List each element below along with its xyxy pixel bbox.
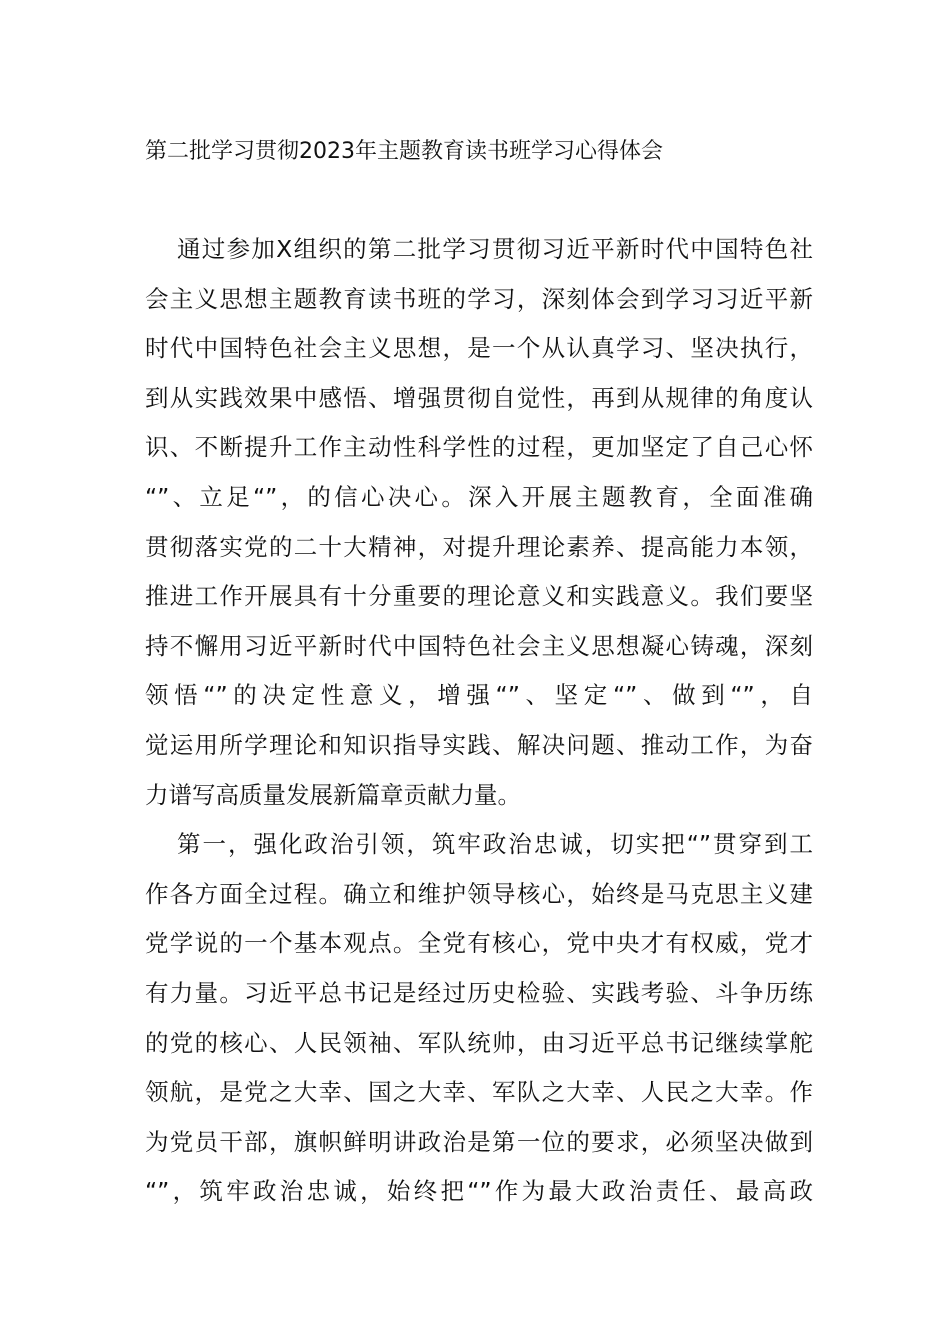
paragraph-line: 有力量。习近平总书记是经过历史检验、实践考验、斗争历练 [145, 978, 813, 1007]
paragraph-line: 会主义思想主题教育读书班的学习，深刻体会到学习习近平新 [145, 284, 813, 313]
paragraph-line: 通过参加X组织的第二批学习贯彻习近平新时代中国特色社 [177, 235, 813, 263]
paragraph-line: 领航，是党之大幸、国之大幸、军队之大幸、人民之大幸。作 [145, 1078, 813, 1107]
paragraph-line: “”，筑牢政治忠诚，始终把“”作为最大政治责任、最高政 [145, 1177, 813, 1206]
paragraph-line: 力谱写高质量发展新篇章贡献力量。 [145, 780, 521, 809]
paragraph-line: 的党的核心、人民领袖、军队统帅，由习近平总书记继续掌舵 [145, 1028, 813, 1057]
paragraph-line: 持不懈用习近平新时代中国特色社会主义思想凝心铸魂，深刻 [145, 631, 813, 660]
paragraph-line: 第一，强化政治引领，筑牢政治忠诚，切实把“”贯穿到工 [177, 830, 813, 859]
paragraph-line: 到从实践效果中感悟、增强贯彻自觉性，再到从规律的角度认 [145, 383, 813, 412]
document-title: 第二批学习贯彻2023年主题教育读书班学习心得体会 [145, 139, 663, 164]
paragraph-line: 作各方面全过程。确立和维护领导核心，始终是马克思主义建 [145, 879, 813, 908]
paragraph-line: 觉运用所学理论和知识指导实践、解决问题、推动工作，为奋 [145, 730, 813, 759]
paragraph-line: 识、不断提升工作主动性科学性的过程，更加坚定了自己心怀 [145, 433, 813, 462]
paragraph-line: 时代中国特色社会主义思想，是一个从认真学习、坚决执行， [145, 334, 813, 363]
paragraph-line: 党学说的一个基本观点。全党有核心，党中央才有权威，党才 [145, 929, 813, 958]
paragraph-line: 为党员干部，旗帜鲜明讲政治是第一位的要求，必须坚决做到 [145, 1127, 813, 1156]
paragraph-line: 推进工作开展具有十分重要的理论意义和实践意义。我们要坚 [145, 582, 813, 611]
paragraph-line: 领悟“”的决定性意义，增强“”、坚定“”、做到“”，自 [145, 681, 813, 710]
paragraph-line: 贯彻落实党的二十大精神，对提升理论素养、提高能力本领， [145, 532, 813, 561]
paragraph-line: “”、立足“”，的信心决心。深入开展主题教育，全面准确 [145, 482, 813, 511]
document-body [145, 225, 813, 1217]
